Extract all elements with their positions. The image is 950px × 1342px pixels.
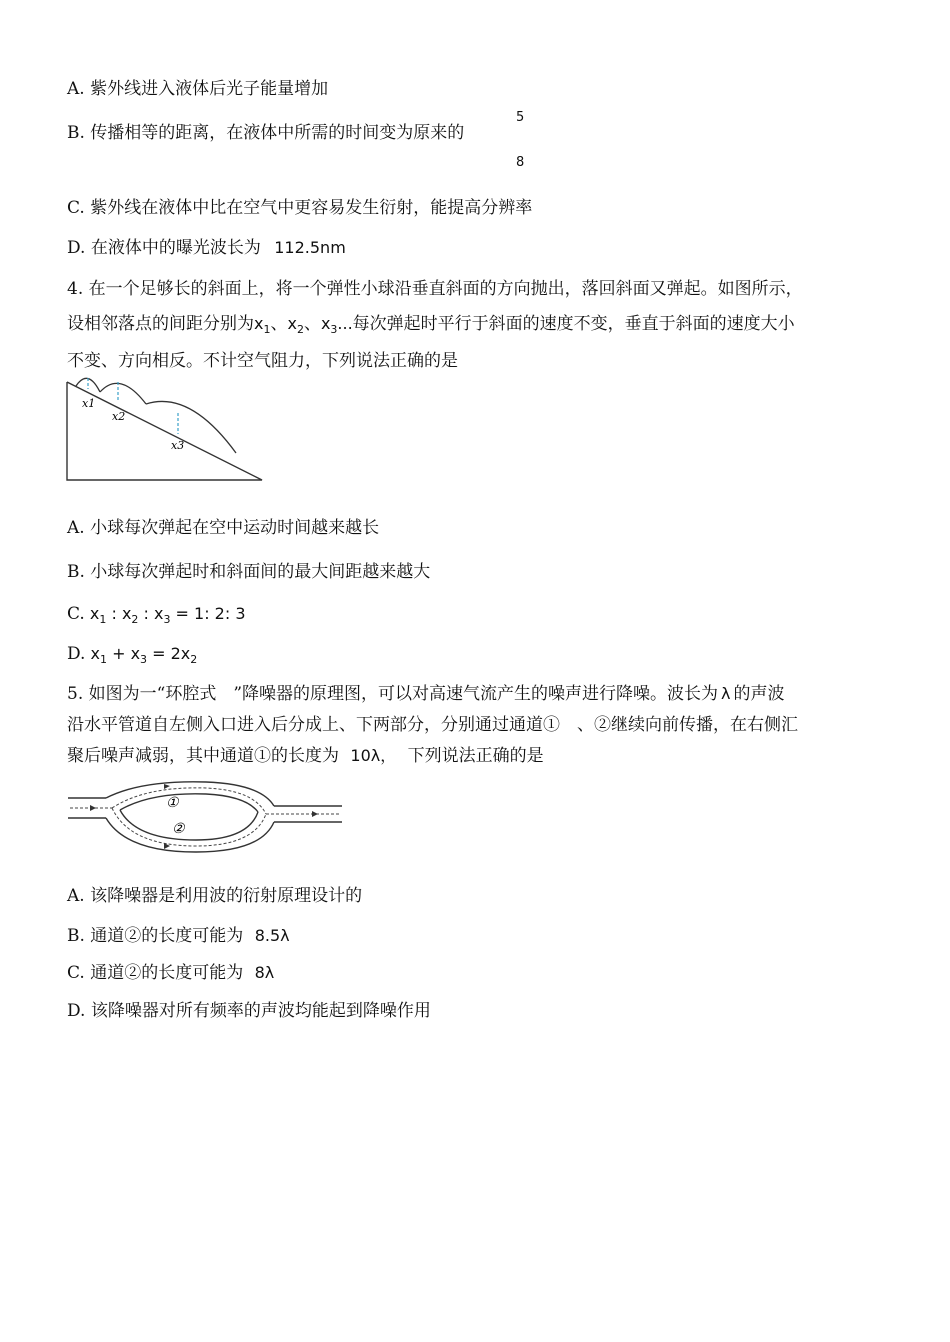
q5-stem-line1-post: 的声波: [733, 684, 785, 704]
q3-option-d: [67, 237, 346, 259]
q4-option-c-ratio: $x_1$ : $x_2$ : $x_3 = 1$: 2: 3: [84, 604, 246, 626]
q5-stem-line2: 沿水平管道自左侧入口进入后分成上、下两部分，分别通过通道① 、②继续向前传播，在右侧汇: [67, 715, 798, 735]
q5-option-d: D. 该降噪器对所有频率的声波均能起到降噪作用: [67, 1001, 431, 1021]
q5-option-c-text: C. 通道②的长度可能为: [67, 963, 244, 983]
q4-option-d: [67, 643, 197, 671]
channel-1-label: ①: [166, 795, 179, 811]
q5-option-b-text: B. 通道②的长度可能为: [67, 926, 244, 946]
q5-option-a: A. 该降噪器是利用波的衍射原理设计的: [67, 886, 363, 906]
q4-option-d-label: D.: [67, 644, 86, 664]
bounce-arc-2: [100, 383, 146, 404]
q3-option-a: A. 紫外线进入液体后光子能量增加: [67, 79, 329, 99]
q4-option-c: [67, 603, 246, 631]
q3-option-b: B. 传播相等的距离，在液体中所需的时间变为原来的: [67, 123, 465, 143]
q5-stem-line3-pre: 聚后噪声减弱，其中通道①的长度为: [67, 746, 339, 766]
q4-option-c-equation: = 1: 2: 3: [175, 604, 246, 623]
q4-option-a: A. 小球每次弹起在空中运动时间越来越长: [67, 518, 380, 538]
q5-stem-line3-post: 下列说法正确的是: [407, 746, 544, 766]
silencer-figure: [66, 778, 344, 858]
q4-stem-line2-pre: 设相邻落点的间距分别为: [67, 314, 254, 334]
bounce-arc-3: [146, 401, 236, 453]
q4-stem-line2-post: 每次弹起时平行于斜面的速度不变，垂直于斜面的速度大小: [352, 314, 795, 334]
q5-option-b-value: 8.5λ: [254, 926, 290, 945]
q4-stem-line3: 不变、方向相反。不计空气阻力，下列说法正确的是: [67, 351, 458, 371]
channel-1-inner-wall: [120, 794, 258, 812]
q5-stem-line1: [67, 683, 784, 705]
q3-option-d-value: 112.5nm: [274, 238, 346, 257]
q4-option-b: B. 小球每次弹起时和斜面间的最大间距越来越大: [67, 562, 431, 582]
q4-stem-line1: 4. 在一个足够长的斜面上，将一个弹性小球沿垂直斜面的方向抛出，落回斜面又弹起。如图所示，: [67, 279, 803, 299]
q5-stem-lambda: λ: [721, 684, 731, 703]
q5-stem-length: 10λ，: [350, 746, 397, 765]
q5-option-b: [67, 925, 290, 947]
q5-stem-line1-text: 5. 如图为一“环腔式 ”降噪器的原理图，可以对高速气流产生的噪声进行降噪。波长为: [67, 684, 719, 704]
incline-bounce-figure: [62, 370, 267, 486]
label-x1: x1: [82, 397, 96, 410]
q5-stem-line3: [67, 745, 544, 767]
channel-2-label: ②: [172, 821, 185, 837]
q4-stem-variables: $x_1$: [254, 314, 271, 336]
label-x2: x2: [112, 410, 126, 423]
q4-option-d-equation: $x_1 + x_3 = 2x_2$: [85, 644, 198, 666]
q3-option-c: C. 紫外线在液体中比在空气中更容易发生衍射，能提高分辨率: [67, 198, 533, 218]
q3-option-d-text: D. 在液体中的曝光波长为: [67, 238, 261, 258]
q4-option-c-label: C.: [67, 604, 85, 624]
incline-triangle: [67, 382, 262, 480]
q3-fraction-denominator: 8: [516, 155, 525, 170]
q4-stem-line2: 设相邻落点的间距分别为$x_1$、$x_2$、$x_3$...每次弹起时平行于斜面的速度不变，垂直于斜面的速度大小: [67, 314, 795, 336]
label-x3: x3: [171, 439, 185, 452]
q5-option-c: [67, 962, 274, 984]
q3-fraction-numerator: 5: [516, 110, 525, 125]
q5-option-c-value: 8λ: [254, 963, 275, 982]
